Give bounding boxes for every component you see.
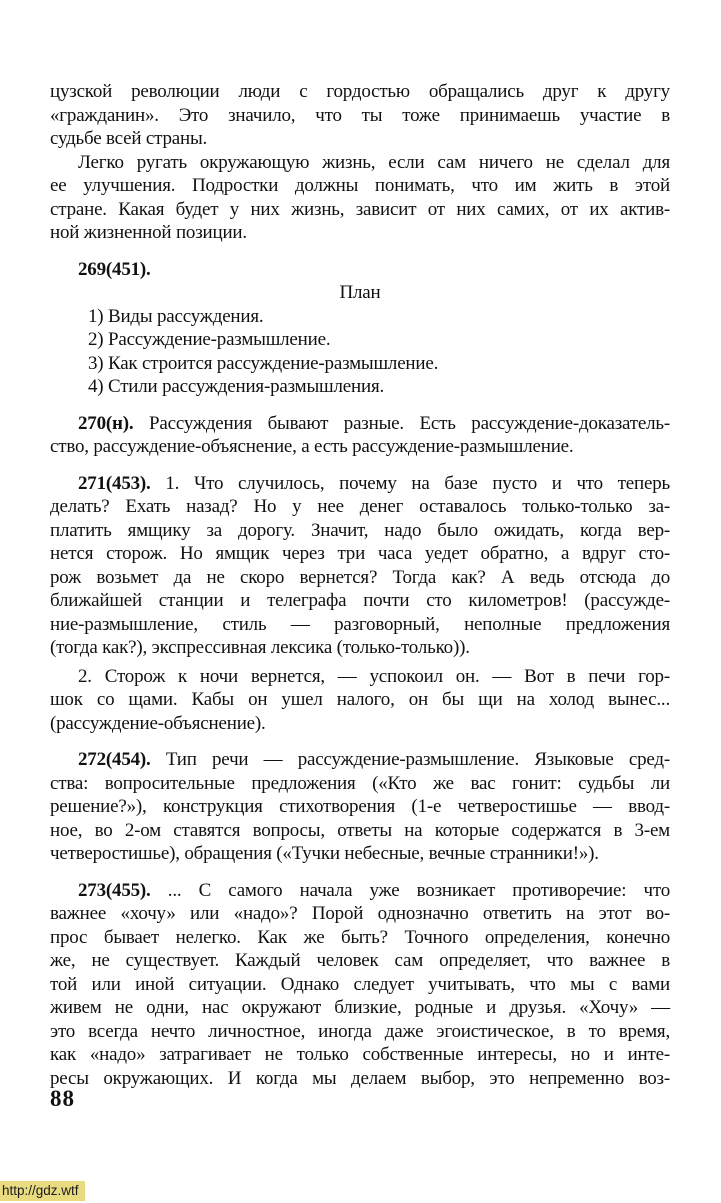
watermark-url: http://gdz.wtf <box>0 1181 85 1201</box>
exercise-269-heading <box>50 258 670 282</box>
text-line: живем не одни, нас окружают близкие, родные и друзья. «Хочу» — <box>50 997 670 1018</box>
text-line: платить ямщику за дорогу. Значит, надо было ожидать, когда вер- <box>50 519 670 541</box>
exercise-number: 272(454). <box>78 749 151 770</box>
text-line: нется сторож. Но ямщик через три часа уедет обратно, а вдруг сто- <box>50 543 670 564</box>
text-line: 270(н). Рассуждения бывают разные. Есть рассуждение-доказатель- <box>78 412 670 434</box>
plan-list <box>50 305 670 399</box>
plan-title <box>50 281 670 305</box>
text-line: как «надо» затрагивает не только собственные интересы, но и инте- <box>50 1044 670 1065</box>
text-line: ство, рассуждение-объяснение, а есть рассуждение-размышление. <box>50 436 574 457</box>
text-line: 4) Стили рассуждения-размышления. <box>88 376 385 397</box>
exercise-number: 271(453). <box>78 472 151 494</box>
document-text-column <box>50 80 670 1090</box>
text-line: ное, во 2-ом ставятся вопросы, ответы на которые содержатся в 3-ем <box>50 819 670 841</box>
exercise-273 <box>50 879 670 1091</box>
text-line: 1) Виды рассуждения. <box>88 305 264 327</box>
text-line: План <box>339 282 381 303</box>
text-line: 2. Сторож к ночи вернется, — успокоил он. — Вот в печи гор- <box>78 665 670 687</box>
text-line: ее улучшения. Подростки должны понимать, что им жить в этой <box>50 175 670 196</box>
text-line: (тогда как?), экспрессивная лексика (только-только)). <box>50 637 470 658</box>
text-line: ближайшей станции и телеграфа почти сто километров! (рассужде- <box>50 590 670 611</box>
text-line: ства: вопросительные предложения («Кто же вас гонит: судьбы ли <box>50 772 670 794</box>
text-line: ресы окружающих. И когда мы делаем выбор, это непременно воз- <box>50 1067 670 1089</box>
text-line: решение?»), конструкция стихотворения (1-е четверостишье — ввод- <box>50 796 670 817</box>
text-line: 273(455). ... С самого начала уже возникает противоречие: что <box>78 879 670 901</box>
text-line: той или иной ситуации. Однако следует учитывать, что мы с вами <box>50 973 670 995</box>
text-line: 271(453). 1. Что случилось, почему на базе пусто и что теперь <box>78 472 670 494</box>
text-line: цузской революции люди с гордостью обращались друг к другу <box>50 81 670 102</box>
text-line: четверостишье), обращения («Тучки небесные, вечные странники!»). <box>50 843 599 864</box>
text-line: судьбе всей страны. <box>50 128 208 149</box>
paragraph-citizen <box>50 80 670 151</box>
text-line: Легко ругать окружающую жизнь, если сам ничего не сделал для <box>78 151 670 173</box>
text-line: важнее «хочу» или «надо»? Порой однозначно ответить на этот во- <box>50 903 670 924</box>
text-line: прос бывает нелегко. Как же быть? Точного определения, конечно <box>50 926 670 948</box>
text-line: делать? Ехать назад? Но у нее денег оставалось только-только за- <box>50 496 670 517</box>
text-line <box>50 258 670 282</box>
text-line: стране. Какая будет у них жизнь, зависит от них самих, от их актив- <box>50 198 670 220</box>
exercise-number: 270(н). <box>78 412 134 434</box>
text-line: это всегда нечто личностное, иногда даже эгоистическое, в то время, <box>50 1020 670 1042</box>
exercise-number: 269(451). <box>78 258 151 280</box>
page-number: 88 <box>50 1086 75 1111</box>
paragraph-life-position <box>50 151 670 245</box>
text-line: 2) Рассуждение-размышление. <box>88 329 331 350</box>
text-line: 272(454). Тип речи — рассуждение-размышление. Языковые сред- <box>78 749 670 770</box>
exercise-272 <box>50 748 670 866</box>
exercise-270 <box>50 412 670 459</box>
text-line: рож возьмет да не скоро вернется? Тогда как? А ведь отсюда до <box>50 566 670 588</box>
text-line: «гражданин». Это значило, что ты тоже принимаешь участие в <box>50 104 670 126</box>
exercise-number: 273(455). <box>78 879 151 901</box>
text-line: (рассуждение-объяснение). <box>50 712 266 734</box>
exercise-271-part-2 <box>50 665 670 736</box>
text-line: 3) Как строится рассуждение-размышление. <box>88 352 439 374</box>
text-line: шок со щами. Кабы он ушел налого, он бы щи на холод вынес... <box>50 689 670 710</box>
exercise-271-part-1 <box>50 472 670 660</box>
text-line: же, не существует. Каждый человек сам определяет, что важнее в <box>50 950 670 971</box>
text-line: ние-размышление, стиль — разговорный, неполные предложения <box>50 613 670 635</box>
text-line: ной жизненной позиции. <box>50 222 247 243</box>
